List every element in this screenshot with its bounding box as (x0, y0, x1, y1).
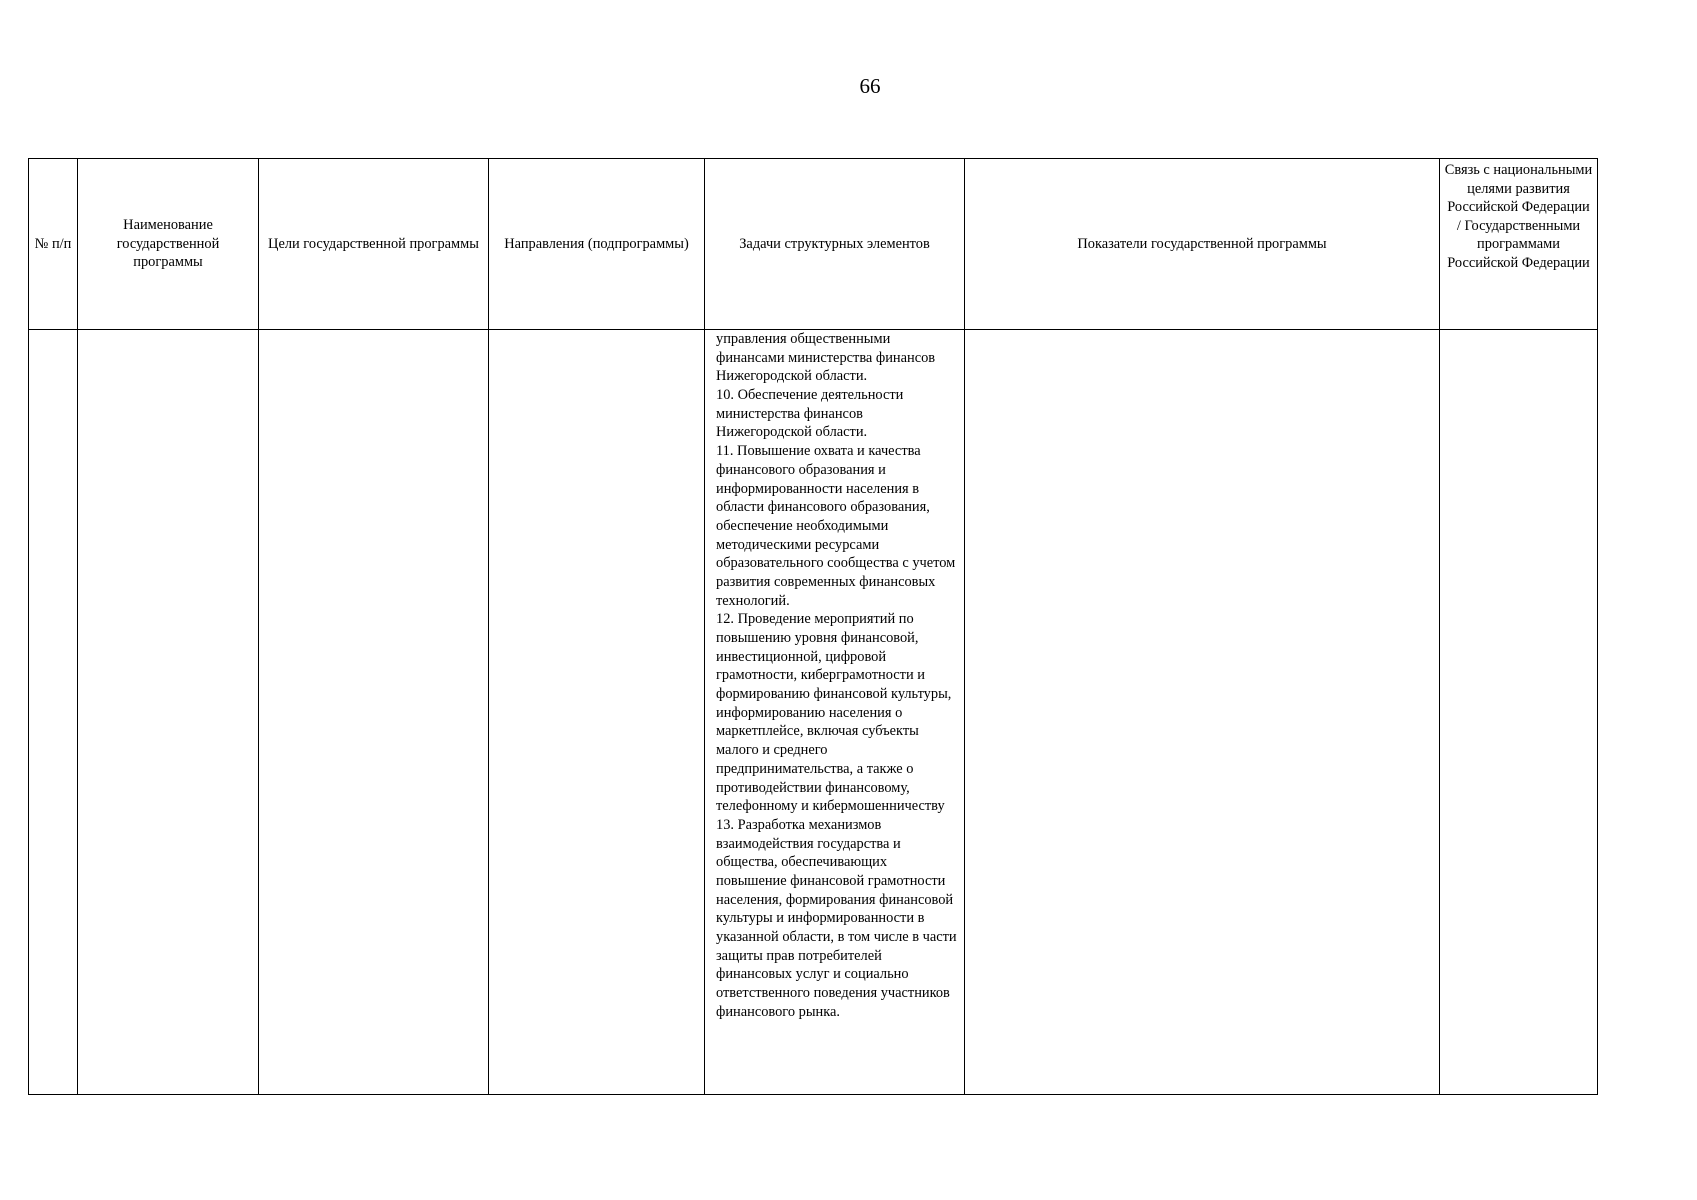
program-table (28, 158, 1598, 1095)
header-goals: Цели государственной программы (259, 159, 489, 330)
table-header-row (29, 159, 1598, 330)
cell-directions (489, 330, 705, 1095)
task-item: управления общественными финансами министерства финансов Нижегородской области. (716, 331, 936, 385)
cell-indicators (965, 330, 1440, 1095)
cell-national-goals-link (1440, 330, 1598, 1095)
cell-tasks (705, 330, 965, 1095)
header-national-goals-link: Связь с национальными целями развития Российской Федерации / Государственными программами Российской Федерации (1440, 159, 1598, 330)
task-item: 12. Проведение мероприятий по повышению уровня финансовой, инвестиционной, цифровой грамотности, киберграмотности и формированию финансовой культуры, информированию населения о маркетплейсе, включая субъекты малого и среднего предпринимательства, а также о противодействии финансовому, телефонному и кибермошенничеству (716, 611, 952, 815)
header-directions: Направления (подпрограммы) (489, 159, 705, 330)
task-item: 11. Повышение охвата и качества финансового образования и информированности населения в области финансового образования, обеспечение необходимыми методическими ресурсами образовательного сообщества с учетом развития современных финансовых технологий. (716, 443, 956, 609)
header-tasks: Задачи структурных элементов (705, 159, 965, 330)
table-row (29, 330, 1598, 1095)
task-item: 13. Разработка механизмов взаимодействия государства и общества, обеспечивающих повышение финансовой грамотности населения, формирования финансовой культуры и информированности в указанной области, в том числе в части защиты прав потребителей финансовых услуг и социально ответственного поведения участников финансового рынка. (716, 816, 957, 1020)
header-indicators: Показатели государственной программы (965, 159, 1440, 330)
cell-number (29, 330, 78, 1095)
task-item: 10. Обеспечение деятельности министерства финансов Нижегородской области. (716, 387, 904, 441)
tasks-text (705, 330, 964, 1021)
header-program-name: Наименование государственной программы (78, 159, 259, 330)
cell-goals (259, 330, 489, 1095)
page-number: 66 (859, 74, 881, 98)
header-number: № п/п (29, 159, 78, 330)
cell-program-name (78, 330, 259, 1095)
